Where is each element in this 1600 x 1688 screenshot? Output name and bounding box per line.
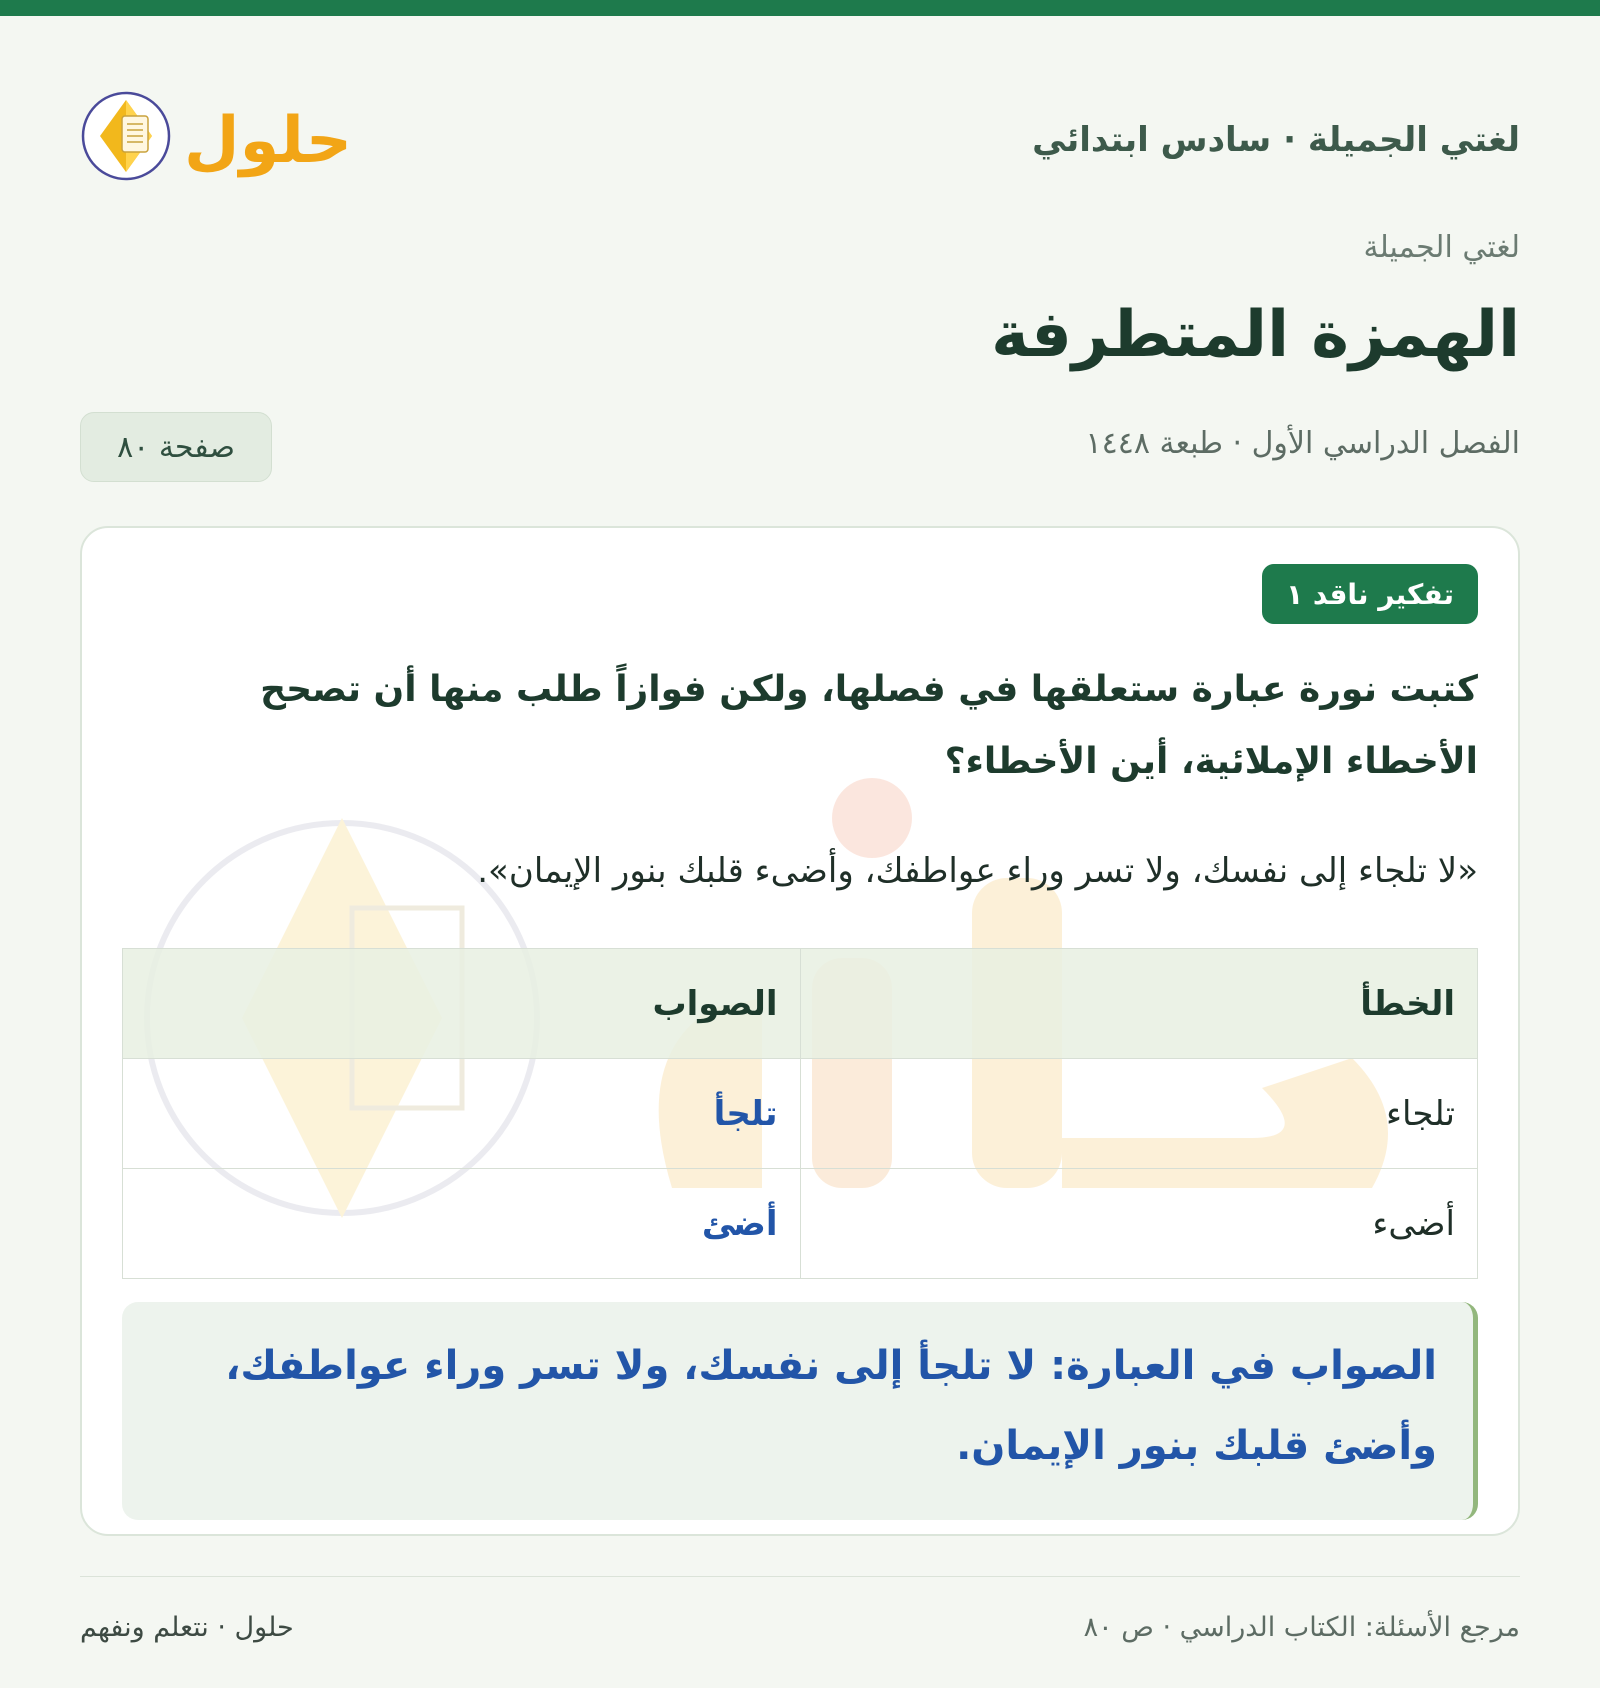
footer-tagline: حلول · نتعلم ونفهم	[80, 1612, 294, 1643]
footer-divider	[80, 1576, 1520, 1577]
right-cell: أضئ	[123, 1169, 801, 1279]
table-row	[123, 1059, 1478, 1169]
footer-reference: مرجع الأسئلة: الكتاب الدراسي · ص ٨٠	[1083, 1612, 1520, 1643]
lesson-title: الهمزة المتطرفة	[991, 298, 1520, 372]
term-info: الفصل الدراسي الأول · طبعة ١٤٤٨	[1085, 426, 1520, 461]
table-header-row	[123, 949, 1478, 1059]
header-right: الصواب	[123, 949, 801, 1059]
right-cell: تلجأ	[123, 1059, 801, 1169]
exercise-content	[122, 564, 1478, 1498]
corrections-table	[122, 948, 1478, 1279]
question-text: كتبت نورة عبارة ستعلقها في فصلها، ولكن فوازاً طلب منها أن تصحح الأخطاء الإملائية، أين الأخطاء؟	[260, 669, 1478, 782]
book-diamond-icon	[83, 93, 169, 179]
header	[80, 76, 1520, 196]
wrong-cell: تلجاء	[800, 1059, 1478, 1169]
page	[80, 16, 1520, 1688]
table-row	[123, 1169, 1478, 1279]
exercise-card	[80, 526, 1520, 1536]
exercise-badge: تفكير ناقد ١	[1262, 564, 1478, 624]
logo[interactable]	[80, 86, 360, 186]
top-accent-bar	[0, 0, 1600, 16]
answer-box: الصواب في العبارة: لا تلجأ إلى نفسك، ولا تسر وراء عواطفك، وأضئ قلبك بنور الإيمان.	[122, 1302, 1478, 1520]
header-wrong: الخطأ	[800, 949, 1478, 1059]
wrong-cell: أضىء	[800, 1169, 1478, 1279]
page-number-badge: صفحة ٨٠	[80, 412, 272, 482]
grade-title: لغتي الجميلة · سادس ابتدائي	[1032, 120, 1520, 160]
logo-text: حلول	[184, 104, 352, 178]
quote-text: «لا تلجاء إلى نفسك، ولا تسر وراء عواطفك، وأضىء قلبك بنور الإيمان».	[477, 851, 1478, 891]
subject-label: لغتي الجميلة	[1363, 230, 1520, 265]
